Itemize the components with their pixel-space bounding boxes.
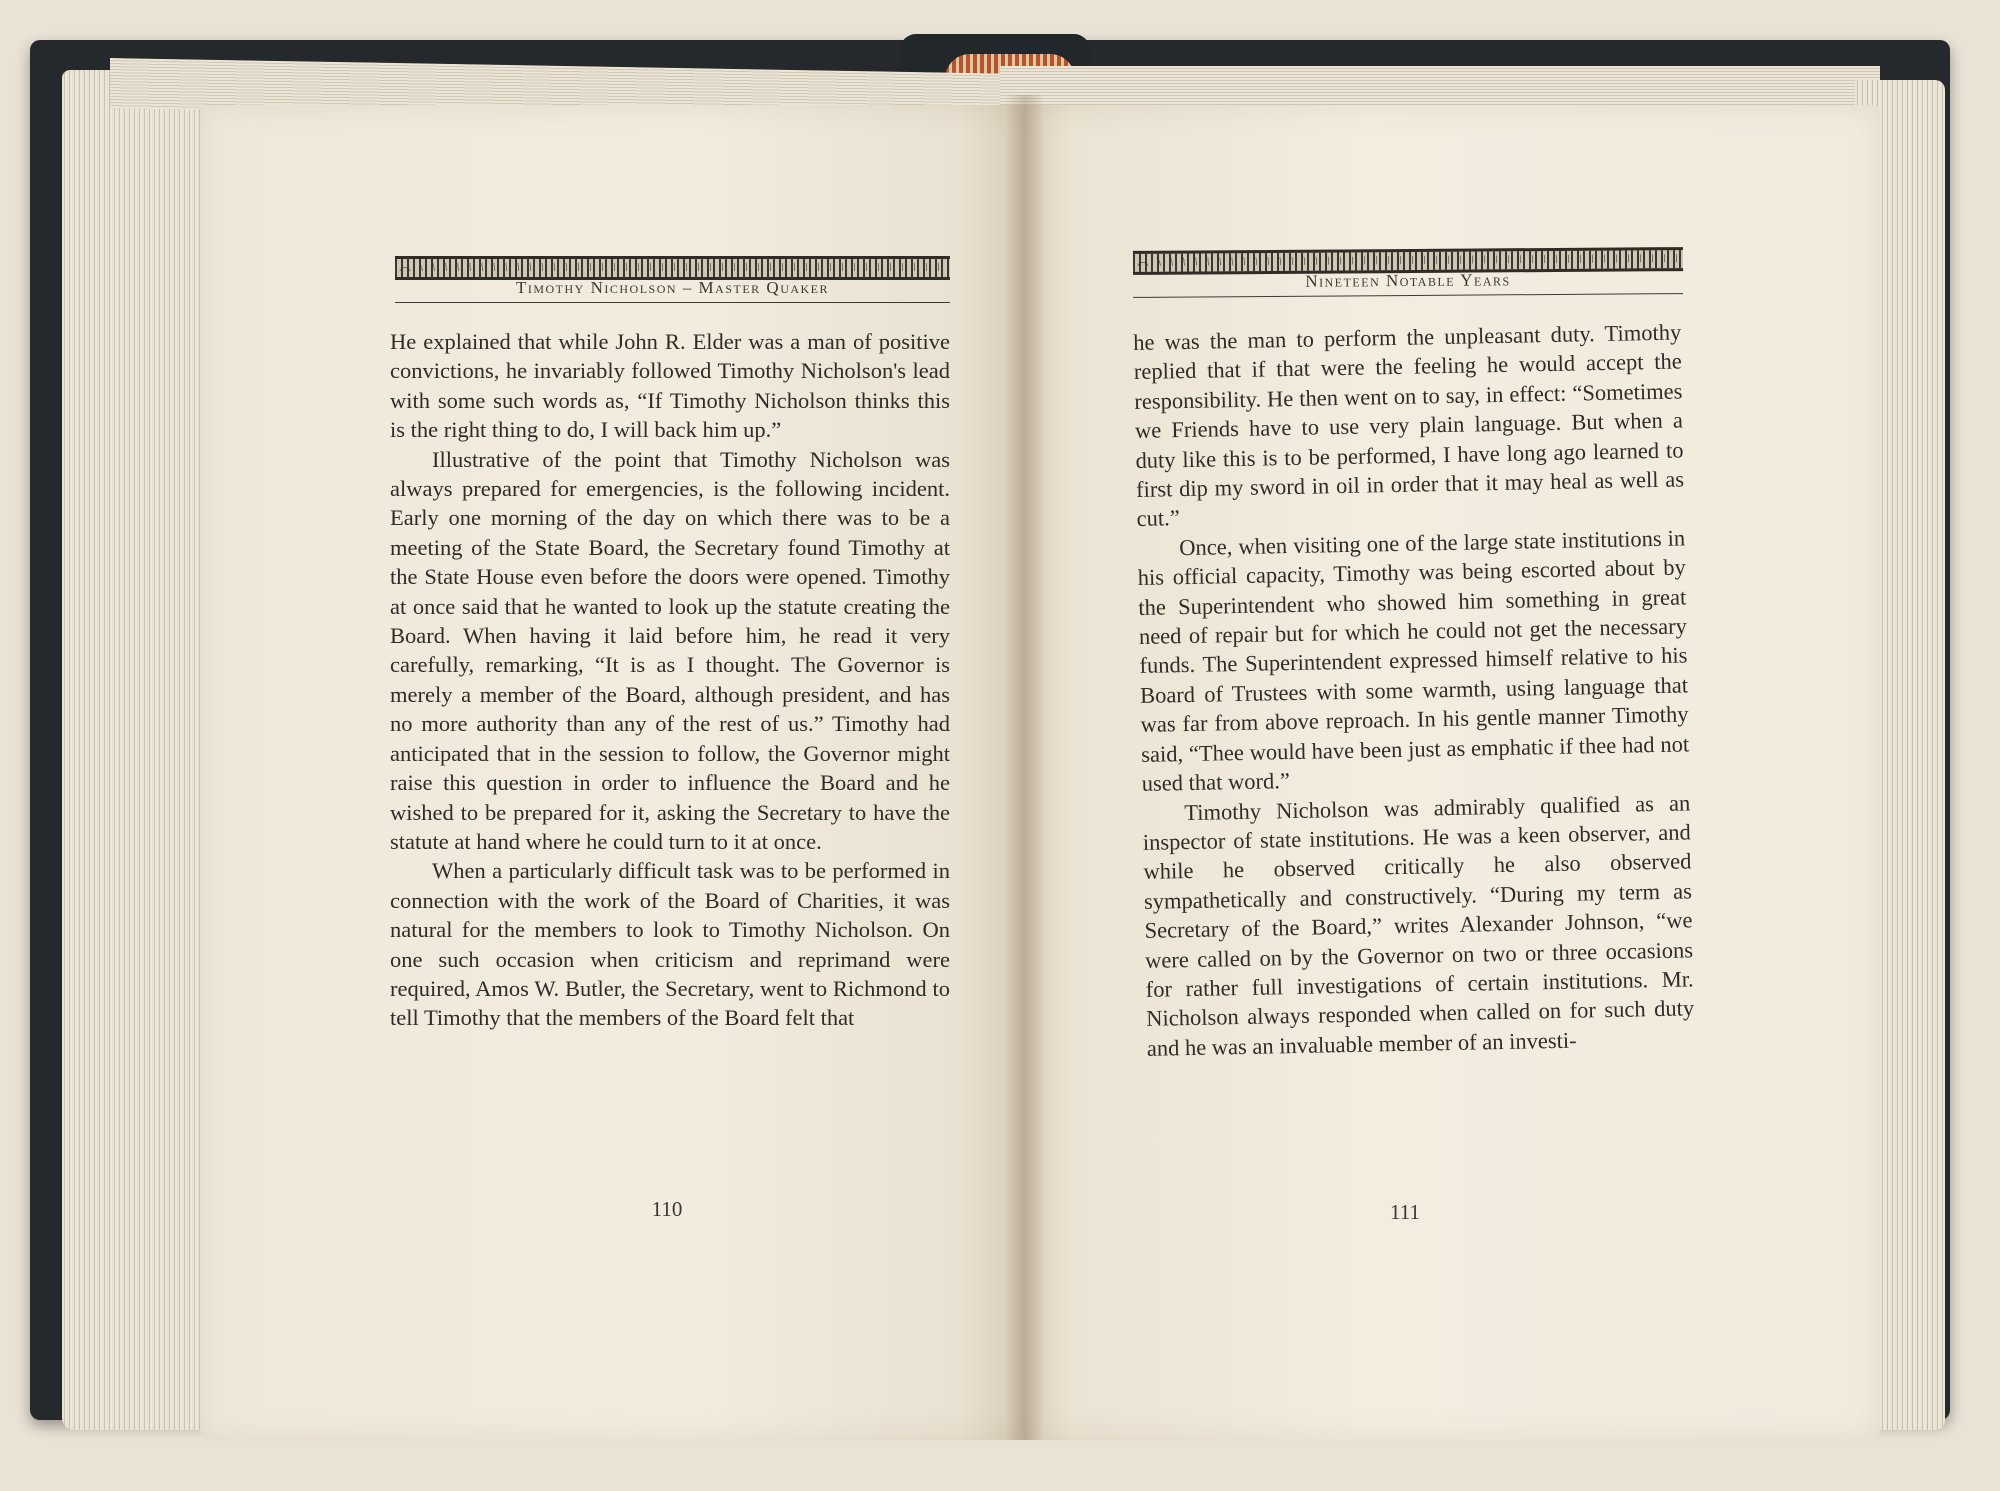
right-text-block [1133, 317, 1695, 1063]
left-ornament-band [395, 256, 950, 280]
left-paragraph-3: When a particularly difficult task was to be performed in connection with the work of the Board of Charities, it was natural for the members to look to Timothy Nicholson. On one such occasion when criticism and reprimand were required, Amos W. Butler, the Secretary, went to Richmond to tell Timothy that the members of the Board felt that [390, 858, 950, 1031]
right-running-head: Nineteen Notable Years [1133, 269, 1683, 298]
left-paragraph-2: Illustrative of the point that Timothy Nicholson was always prepared for emergencies, is the following incident. Early one morning of the day on which there was to be a meeting of the State Board, the Secretary found Timothy at the State House even before the doors were opened. Timothy at once said that he wanted to look up the statute creating the Board. When having it laid before him, he read it very carefully, remarking, “It is as I thought. The Governor is merely a member of the Board, although president, and has no more authority than any of the rest of us.” Timothy had anticipated that in the session to follow, the Governor might raise this question in order to influence the Board and he wished to be prepared for it, asking the Secretary to have the statute at hand where he could turn to it at once. [390, 446, 950, 854]
right-paragraph-1: he was the man to perform the unpleasant duty. Timothy replied that if that were the feeling he would accept the responsibility. He then went on to say, in effect: “Sometimes we Friends have to use very plain language. But when a duty like this is to be performed, I have long ago learned to first dip my sword in oil in order that it may heal as well as cut.” [1133, 319, 1685, 532]
left-running-head: Timothy Nicholson – Master Quaker [395, 278, 950, 303]
right-page-number: 111 [1390, 1200, 1420, 1224]
left-page-number: 110 [651, 1197, 683, 1221]
left-text-block [390, 327, 950, 1033]
right-paragraph-2: Once, when visiting one of the large state institutions in his official capacity, Timothy was being escorted about by the Superintendent who showed him something in great need of repair but for which he could not get the necessary funds. The Superintendent expressed himself relative to his Board of Trustees with some warmth, using language that was far from above reproach. In his gentle manner Timothy said, “Thee would have been just as emphatic if thee had not used that word.” [1137, 525, 1690, 797]
left-paragraph-1: He explained that while John R. Elder was a man of positive convictions, he invariably followed Timothy Nicholson's lead with some such words as, “If Timothy Nicholson thinks this is the right thing to do, I will back him up.” [390, 329, 950, 443]
gutter-shadow [1005, 95, 1045, 1440]
page-edges-left [62, 70, 212, 1430]
right-paragraph-3: Timothy Nicholson was admirably qualified as an inspector of state institutions. He was a keen observer, and while he observed critically he also observed sympathetically and constructively. “During my term as Secretary of the Board,” writes Alexander Johnson, “we were called on by the Governor on two or three occasions for rather full investigations of certain institutions. Mr. Nicholson always responded when called on for such duty and he was an invaluable member of an investi- [1142, 789, 1695, 1061]
